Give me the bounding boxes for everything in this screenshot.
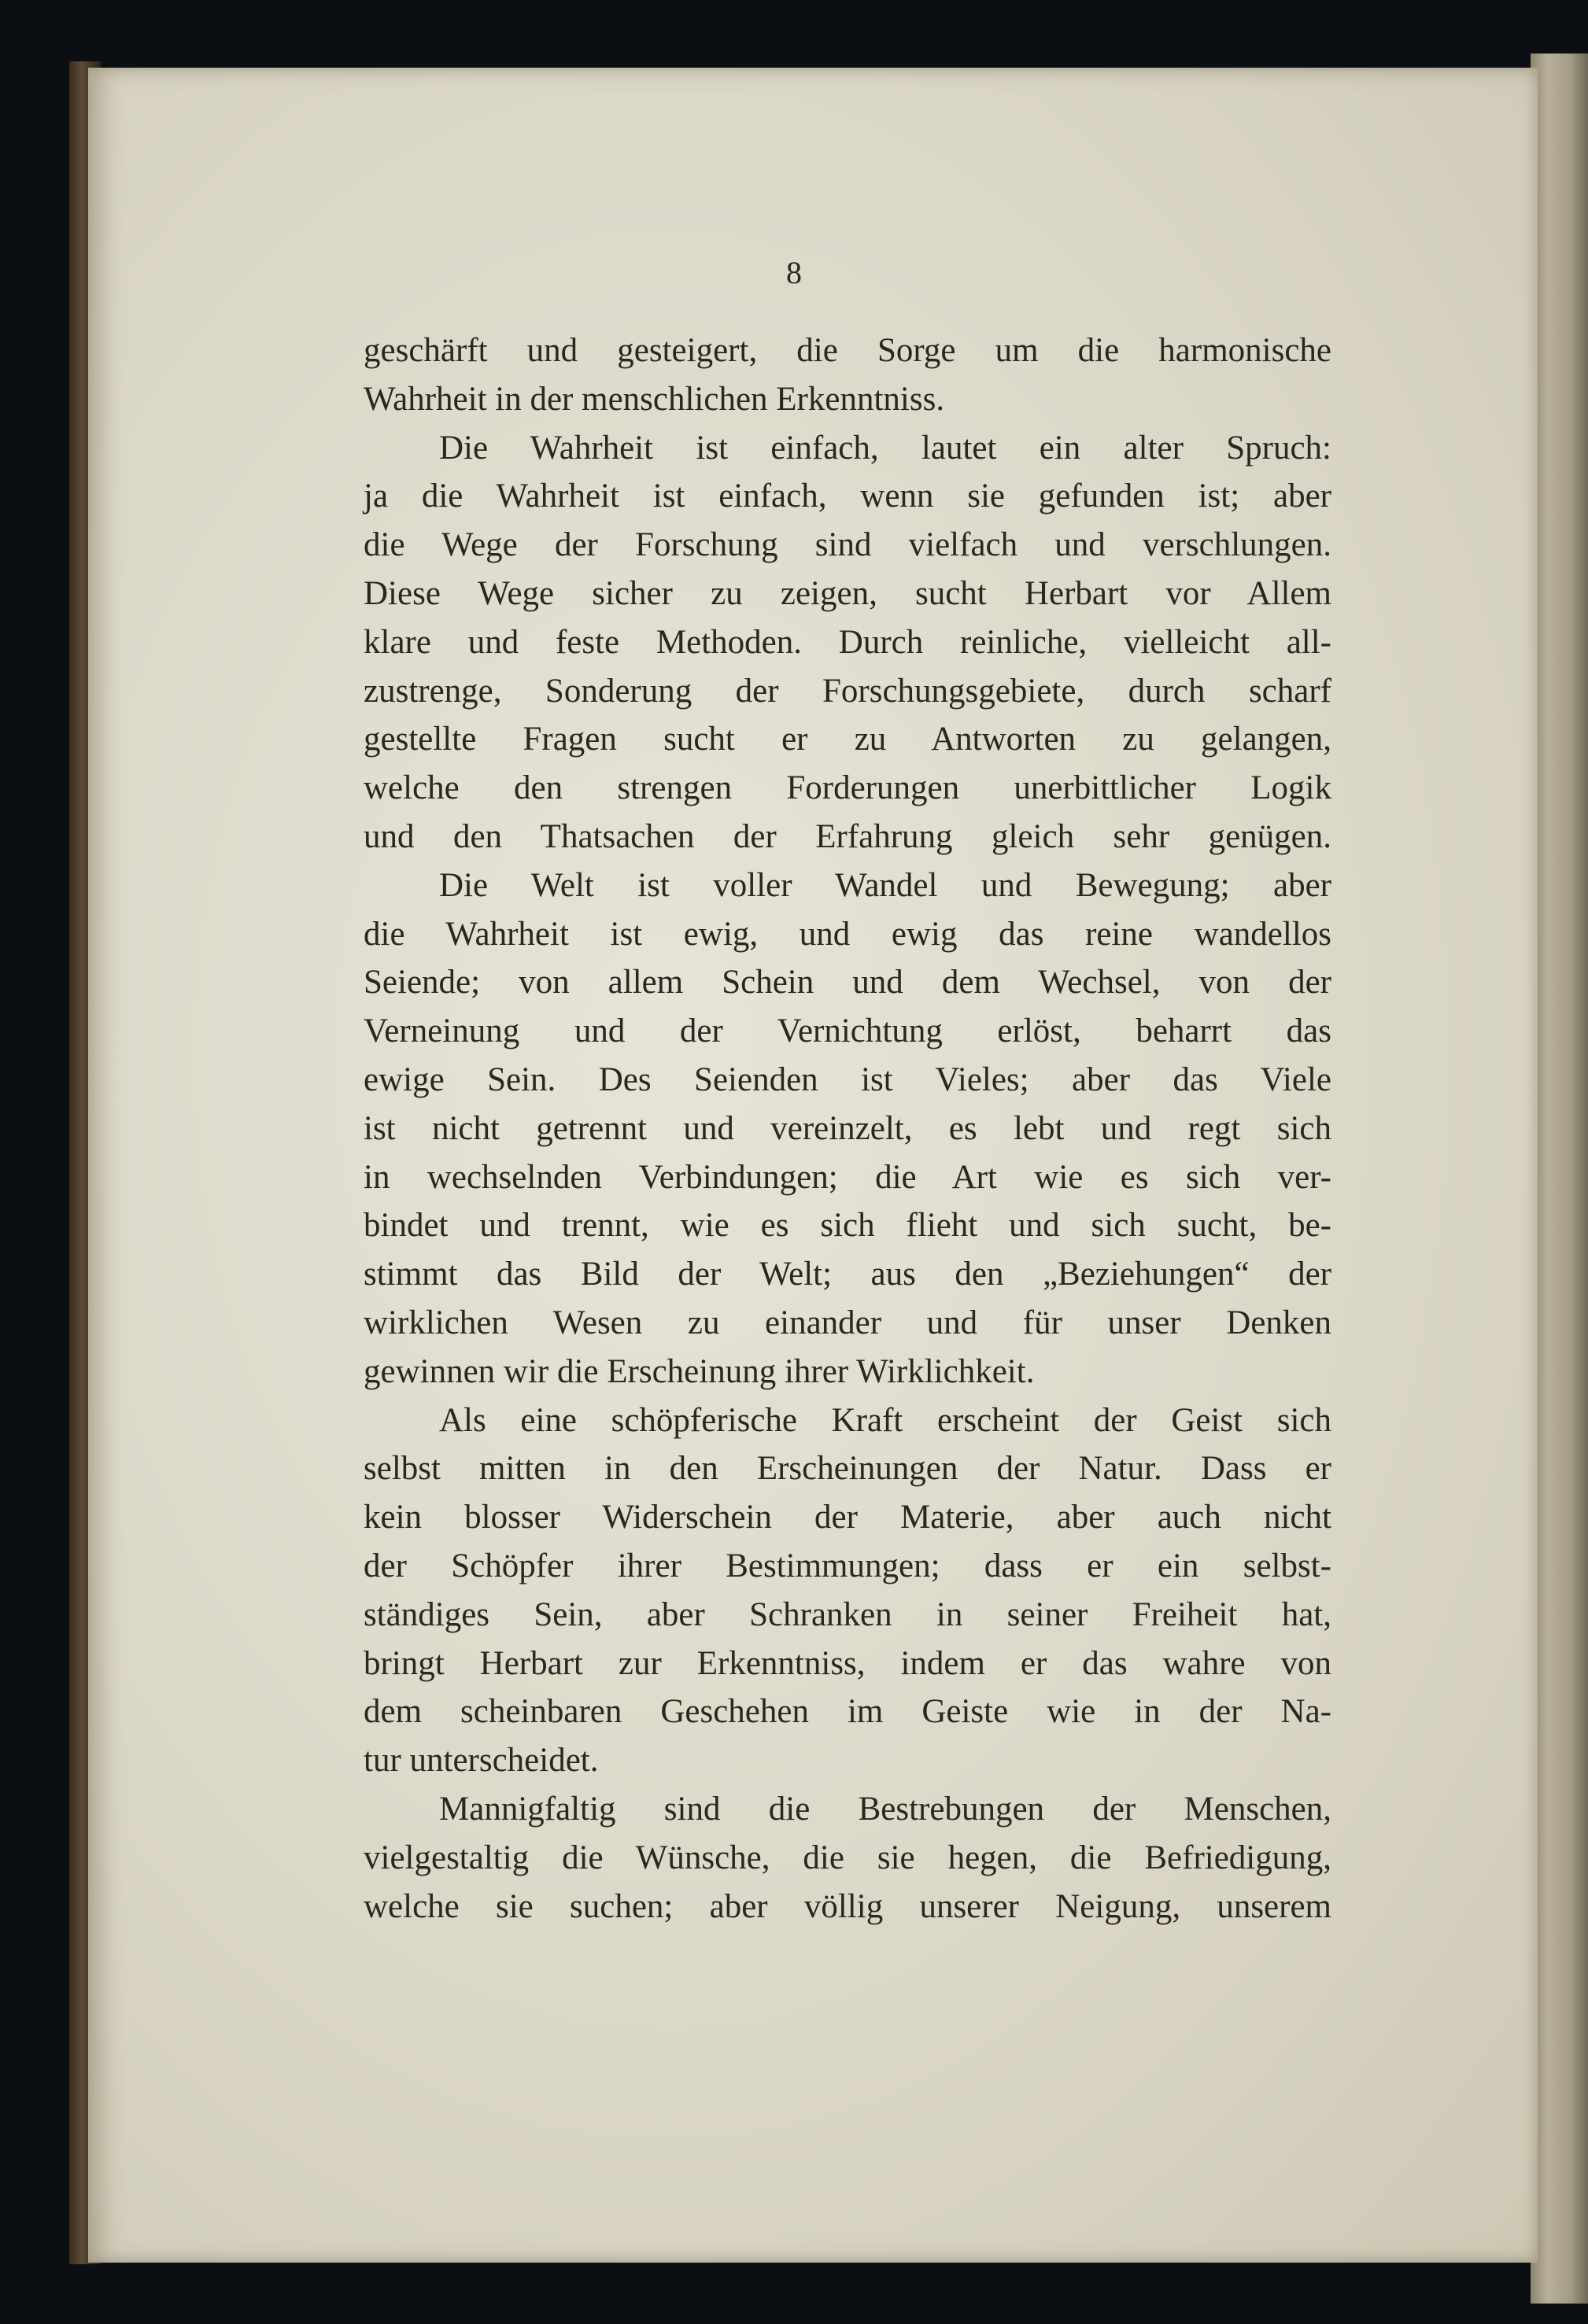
text-line: Die Welt ist voller Wandel und Bewegung; aber [439,866,1331,904]
text-line: wirklichen Wesen zu einander und für unser Denken [364,1304,1331,1341]
text-line: klare und feste Methoden. Durch reinliche, vielleicht all- [364,623,1331,661]
body-text [364,326,1331,1931]
text-line: stimmt das Bild der Welt; aus den „Beziehungen“ der [364,1256,1331,1293]
text-line: Verneinung und der Vernichtung erlöst, beharrt das [364,1013,1331,1050]
text-line: bindet und trennt, wie es sich flieht und sich sucht, be- [364,1207,1331,1245]
text-line: Wahrheit in der menschlichen Erkenntniss. [364,380,945,418]
text-line: selbst mitten in den Erscheinungen der Natur. Dass er [364,1450,1331,1488]
text-line: ja die Wahrheit ist einfach, wenn sie gefunden ist; aber [364,478,1331,515]
text-line: tur unterscheidet. [364,1742,599,1780]
text-line: welche sie suchen; aber völlig unserer Neigung, unserem [364,1887,1331,1925]
text-line: und den Thatsachen der Erfahrung gleich sehr genügen. [364,817,1331,855]
page-number: 8 [786,255,802,290]
text-line: zustrenge, Sonderung der Forschungsgebiete, durch scharf [364,672,1331,710]
text-line: die Wahrheit ist ewig, und ewig das reine wandellos [364,915,1331,953]
text-line: der Schöpfer ihrer Bestimmungen; dass er ein selbst- [364,1547,1331,1584]
text-line: ist nicht getrennt und vereinzelt, es lebt und regt sich [364,1109,1331,1147]
text-line: die Wege der Forschung sind vielfach und verschlungen. [364,526,1331,564]
text-line: Als eine schöpferische Kraft erscheint der Geist sich [439,1401,1331,1439]
text-line: Diese Wege sicher zu zeigen, sucht Herbart vor Allem [364,574,1331,612]
text-line: vielgestaltig die Wünsche, die sie hegen, die Befriedigung, [364,1839,1331,1876]
text-line: dem scheinbaren Geschehen im Geiste wie in der Na- [364,1693,1331,1731]
text-line: gestellte Fragen sucht er zu Antworten zu gelangen, [364,721,1331,758]
text-line: in wechselnden Verbindungen; die Art wie es sich ver- [364,1158,1331,1196]
facing-page-edge [1531,53,1588,2304]
text-line: ewige Sein. Des Seienden ist Vieles; aber das Viele [364,1061,1331,1098]
text-line: geschärft und gesteigert, die Sorge um die harmonische [364,332,1331,369]
text-line: Mannigfaltig sind die Bestrebungen der Menschen, [439,1790,1331,1828]
text-line: kein blosser Widerschein der Materie, aber auch nicht [364,1499,1331,1536]
text-line: ständiges Sein, aber Schranken in seiner Freiheit hat, [364,1595,1331,1633]
text-line: Die Wahrheit ist einfach, lautet ein alter Spruch: [439,429,1331,467]
text-line: welche den strengen Forderungen unerbittlicher Logik [364,769,1331,807]
text-line: Seiende; von allem Schein und dem Wechsel, von der [364,964,1331,1002]
text-line: bringt Herbart zur Erkenntniss, indem er das wahre von [364,1644,1331,1682]
text-line: gewinnen wir die Erscheinung ihrer Wirklichkeit. [364,1352,1035,1390]
